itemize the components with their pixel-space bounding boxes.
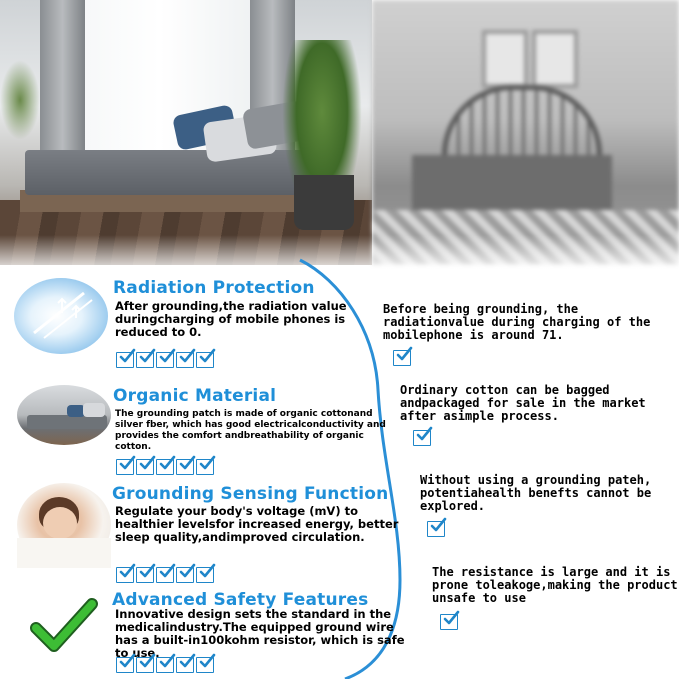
comparison-health-check bbox=[427, 521, 445, 537]
green-checkmark-icon bbox=[28, 596, 98, 656]
checkbox-checked-icon bbox=[116, 459, 134, 475]
radiation-shield-icon bbox=[14, 278, 108, 354]
organic-material-desc: The grounding patch is made of organic cottonand silver fber, which has good electricalconductivity and provides the comfort andbreathability of organic cotton. bbox=[115, 409, 386, 452]
comparison-cotton-check bbox=[413, 430, 431, 446]
checkbox-checked-icon bbox=[116, 567, 134, 583]
comparison-safety-text: The resistance is large and it is prone toleakoge,making the product unsafe to use bbox=[432, 565, 678, 605]
checkbox-checked-icon bbox=[136, 459, 154, 475]
checkbox-checked-icon bbox=[413, 430, 431, 446]
checkbox-checked-icon bbox=[176, 459, 194, 475]
checkbox-checked-icon bbox=[427, 521, 445, 537]
checkbox-checked-icon bbox=[116, 657, 134, 673]
grounding-sensing-checks bbox=[116, 567, 214, 583]
grounding-sensing-desc: Regulate your body's voltage (mV) to healthier levelsfor increased energy, better sleep quality,andimproved circulation. bbox=[115, 504, 399, 544]
checkbox-checked-icon bbox=[136, 657, 154, 673]
advanced-safety-checks bbox=[116, 657, 214, 673]
checkbox-checked-icon bbox=[176, 352, 194, 368]
radiation-protection-checks bbox=[116, 352, 214, 368]
comparison-cotton-text: Ordinary cotton can be bagged andpackaged for sale in the market after asimple process. bbox=[400, 383, 646, 423]
comparison-radiation-text: Before being grounding, the radiationvalue during charging of the mobilephone is around 71. bbox=[383, 302, 651, 342]
radiation-protection-desc: After grounding,the radiation value duringcharging of mobile phones is reduced to 0. bbox=[115, 299, 347, 339]
checkbox-checked-icon bbox=[176, 567, 194, 583]
checkbox-checked-icon bbox=[196, 352, 214, 368]
checkbox-checked-icon bbox=[440, 614, 458, 630]
sleeping-woman-icon bbox=[17, 483, 111, 567]
checkbox-checked-icon bbox=[196, 459, 214, 475]
radiation-protection-title: Radiation Protection bbox=[113, 278, 315, 298]
checkbox-checked-icon bbox=[156, 352, 174, 368]
organic-material-title: Organic Material bbox=[113, 386, 277, 406]
checkbox-checked-icon bbox=[393, 350, 411, 366]
checkbox-checked-icon bbox=[156, 567, 174, 583]
checkbox-checked-icon bbox=[156, 657, 174, 673]
comparison-health-text: Without using a grounding pateh, potentiahealth benefts cannot be explored. bbox=[420, 473, 652, 513]
bed-thumbnail-icon bbox=[17, 385, 111, 445]
comparison-safety-check bbox=[440, 614, 458, 630]
checkbox-checked-icon bbox=[196, 567, 214, 583]
advanced-safety-title: Advanced Safety Features bbox=[112, 590, 369, 610]
checkbox-checked-icon bbox=[116, 352, 134, 368]
checkbox-checked-icon bbox=[136, 567, 154, 583]
comparison-radiation-check bbox=[393, 350, 411, 366]
checkbox-checked-icon bbox=[196, 657, 214, 673]
advanced-safety-desc: Innovative design sets the standard in the medicalindustry.The equipped ground wire has a built-in100kohm resistor, which is safe to use. bbox=[115, 607, 405, 660]
organic-material-checks bbox=[116, 459, 214, 475]
grounding-sensing-title: Grounding Sensing Function bbox=[112, 484, 389, 504]
checkbox-checked-icon bbox=[156, 459, 174, 475]
checkbox-checked-icon bbox=[136, 352, 154, 368]
checkbox-checked-icon bbox=[176, 657, 194, 673]
